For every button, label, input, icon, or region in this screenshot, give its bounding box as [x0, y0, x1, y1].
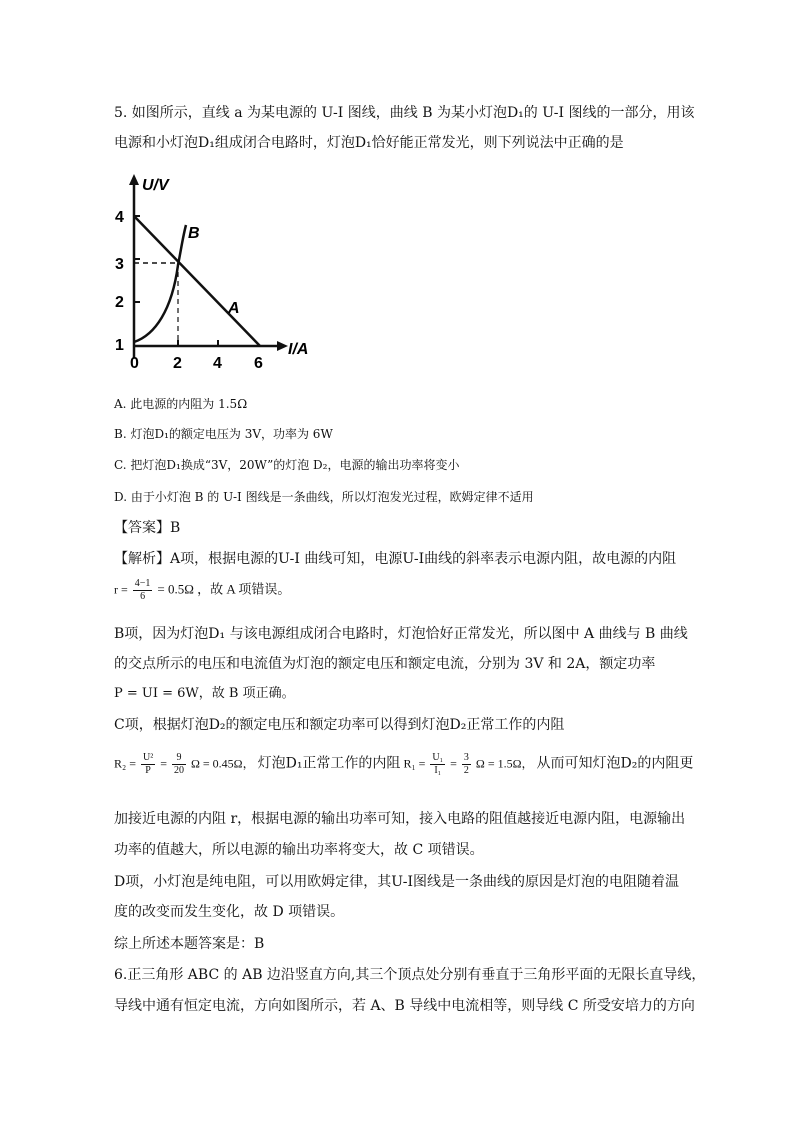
y-tick-2: 2 [115, 294, 124, 311]
option-a: A. 此电源的内阻为 1.5Ω [114, 397, 248, 411]
analysis-a-2-suffix: = 0.5Ω ，故 A 项错误。 [157, 581, 291, 597]
q5-line-2: 电源和小灯泡D₁组成闭合电路时，灯泡D₁恰好能正常发光，则下列说法中正确的是 [114, 135, 624, 151]
fraction-9-20-den: 20 [173, 765, 184, 776]
analysis-b-3: P = UI = 6W，故 B 项正确。 [114, 686, 295, 701]
r-symbol: r = [114, 582, 128, 597]
x-axis-arrow [277, 341, 288, 351]
y-tick-3: 3 [115, 256, 124, 273]
option-c: C. 把灯泡D₁换成“3V，20W”的灯泡 D₂，电源的输出功率将变小 [114, 458, 460, 472]
curve-b-label: B [188, 225, 200, 242]
y-tick-4: 4 [115, 209, 124, 226]
analysis-c-4: 功率的值越大，所以电源的输出功率将变大，故 C 项错误。 [114, 842, 484, 858]
r1-value: Ω = 1.5Ω， [475, 756, 534, 771]
analysis-c-3: 加接近电源的内阻 r，根据电源的输出功率可知，接入电路的阻值越接近电源内阻，电源输出 [114, 811, 686, 827]
x-tick-6: 6 [254, 355, 263, 372]
equals-sign-2: = [450, 756, 457, 771]
u-i-graph [110, 170, 340, 385]
analysis-c-2-mid: 灯泡D₁正常工作的内阻 [257, 755, 401, 772]
y-tick-1: 1 [115, 337, 124, 354]
x-tick-2: 2 [173, 355, 182, 372]
line-a-label: A [228, 300, 240, 317]
fraction-r-den: 6 [140, 591, 146, 602]
r1-symbol: R₁ = [403, 756, 426, 771]
fraction-9-20-num: 9 [172, 752, 186, 765]
summary: 综上所述本题答案是：B [114, 936, 265, 952]
analysis-d-2: 度的改变而发生变化，故 D 项错误。 [114, 904, 345, 920]
fraction-3-2-num: 3 [463, 752, 469, 763]
fraction-r-num: 4−1 [134, 578, 151, 589]
analysis-b-2: 的交点所示的电压和电流值为灯泡的额定电压和额定电流，分别为 3V 和 2A，额定功率 [114, 656, 656, 672]
x-axis-label: I/A [288, 341, 309, 358]
r2-value: Ω = 0.45Ω， [190, 756, 255, 771]
y-axis-arrow [129, 174, 139, 185]
option-d: D. 由于小灯泡 B 的 U-I 图线是一条曲线，所以灯泡发光过程，欧姆定律不适用 [114, 490, 534, 504]
q6-line-1: 6.正三角形 ABC 的 AB 边沿竖直方向,其三个顶点处分别有垂直于三角形平面的无限长直导线， [114, 967, 706, 983]
fraction-9-20 [172, 752, 186, 777]
fraction-r [133, 578, 153, 603]
fraction-u2-p-num: U² [142, 752, 154, 763]
equals-sign: = [160, 756, 167, 771]
fraction-3-2-den: 2 [463, 765, 469, 776]
fraction-u2-p-den: P [145, 765, 151, 776]
q5-line-1: 5. 如图所示，直线 a 为某电源的 U-I 图线，曲线 B 为某小灯泡D₁的 U-I 图线的一部分，用该 [114, 105, 695, 121]
answer: 【答案】B [114, 520, 181, 536]
x-tick-0: 0 [130, 355, 139, 372]
analysis-a-2 [114, 578, 290, 603]
analysis-c-1: C项，根据灯泡D₂的额定电压和额定功率可以得到灯泡D₂正常工作的内阻 [114, 717, 565, 733]
q6-line-2: 导线中通有恒定电流，方向如图所示，若 A、B 导线中电流相等，则导线 C 所受安培力的方向 [114, 998, 695, 1014]
fraction-3-2 [462, 752, 471, 777]
fraction-u2-p [141, 752, 155, 777]
fraction-u1-i1-num: U₁ [432, 752, 444, 763]
fraction-u1-i1 [430, 752, 445, 777]
analysis-c-2 [114, 752, 693, 777]
option-b: B. 灯泡D₁的额定电压为 3V，功率为 6W [114, 427, 333, 441]
analysis-b-1: B项，因为灯泡D₁ 与该电源组成闭合电路时，灯泡恰好正常发光，所以图中 A 曲线与 B 曲线 [114, 626, 688, 642]
y-axis-label: U/V [142, 177, 169, 194]
x-tick-4: 4 [213, 355, 222, 372]
fraction-u1-i1-den: I₁ [434, 765, 442, 776]
analysis-d-1: D项，小灯泡是纯电阻，可以用欧姆定律，其U-I图线是一条曲线的原因是灯泡的电阻随着温 [114, 874, 680, 890]
r2-symbol: R₂ = [114, 756, 136, 771]
analysis-a-1: 【解析】A项，根据电源的U-I 曲线可知，电源U-I曲线的斜率表示电源内阻，故电源的内阻 [114, 551, 677, 567]
analysis-c-2-tail: 从而可知灯泡D₂的内阻更 [536, 755, 694, 772]
